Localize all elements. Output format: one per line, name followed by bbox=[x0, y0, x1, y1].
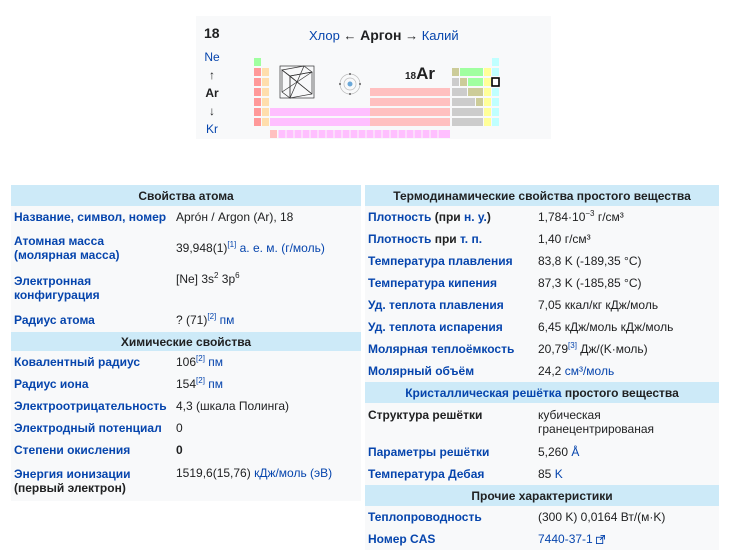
label-atomic-radius[interactable]: Радиус атома bbox=[14, 313, 95, 327]
value-electrode-potential: 0 bbox=[176, 421, 183, 435]
label-thermal-conductivity[interactable]: Теплопроводность bbox=[368, 510, 482, 524]
pt-alkaline-column bbox=[262, 68, 269, 126]
row-oxidation-states bbox=[11, 439, 361, 461]
current-symbol: Ar bbox=[205, 86, 219, 100]
label-electron-configuration[interactable]: Электронная конфигурация bbox=[14, 274, 100, 302]
section-header-other: Прочие характеристики bbox=[365, 485, 719, 506]
pt-halogen-column bbox=[484, 68, 491, 126]
section-header-atom: Свойства атома bbox=[11, 185, 361, 206]
row-electrode-potential bbox=[11, 417, 361, 439]
pt-alkali-column bbox=[254, 68, 261, 126]
cas-number-link[interactable]: 7440-37-1 bbox=[538, 532, 593, 546]
value-cas-number bbox=[534, 528, 719, 550]
value-density-nu: $1,784\cdot 10^{-3}$ г/см³ bbox=[538, 209, 624, 224]
section-header-chemical: Химические свойства bbox=[11, 332, 361, 351]
crystal-structure-icon bbox=[280, 66, 314, 98]
value-density-mp: 1,40 г/см³ bbox=[538, 232, 591, 246]
row-molar-heat-capacity bbox=[365, 338, 719, 360]
row-molar-volume bbox=[365, 360, 719, 382]
row-name-symbol-number bbox=[11, 206, 361, 228]
unit-amu-link[interactable]: а. е. м. (г/моль) bbox=[236, 241, 325, 255]
thermo-properties-table bbox=[365, 185, 719, 550]
link-up-element[interactable]: Ne bbox=[204, 50, 220, 64]
label-molar-heat-capacity[interactable]: Молярная теплоёмкость bbox=[368, 342, 515, 356]
label-boiling-point[interactable]: Температура кипения bbox=[368, 276, 498, 290]
row-electronegativity bbox=[11, 395, 361, 417]
row-lattice-structure bbox=[365, 403, 719, 441]
periodic-table-thumbnail[interactable] bbox=[252, 56, 512, 146]
label-cas-number[interactable]: Номер CAS bbox=[368, 532, 436, 546]
row-cas-number bbox=[365, 528, 719, 550]
value-heat-of-vaporization: 6,45 кДж/моль кДж/моль bbox=[538, 320, 674, 334]
value-name-symbol-number: Apróн / Argon (Ar), 18 bbox=[176, 210, 294, 224]
down-arrow: ↓ bbox=[209, 104, 215, 118]
label-heat-of-vaporization[interactable]: Уд. теплота испарения bbox=[368, 320, 503, 334]
row-atomic-radius bbox=[11, 308, 361, 332]
row-ion-radius bbox=[11, 373, 361, 395]
row-debye-temperature bbox=[365, 463, 719, 485]
link-down-element[interactable]: Kr bbox=[206, 122, 218, 136]
label-ionization-energy[interactable]: Энергия ионизации (первый электрон) bbox=[14, 467, 131, 495]
ref-3[interactable]: [3] bbox=[568, 341, 577, 350]
value-electronegativity: 4,3 (шкала Полинга) bbox=[176, 399, 289, 413]
label-electronegativity[interactable]: Электроотрицательность bbox=[14, 399, 167, 413]
value-electron-configuration: [Ne] $3s^2$ $3p^6$ bbox=[176, 271, 240, 286]
row-ionization-energy bbox=[11, 461, 361, 501]
link-prev-element[interactable]: Хлор bbox=[309, 28, 340, 43]
pt-f-block bbox=[270, 108, 370, 126]
value-molar-volume: 24,2 см³/моль bbox=[538, 364, 615, 378]
crystal-lattice-link[interactable]: Кристаллическая решётка bbox=[405, 385, 562, 400]
label-melting-point[interactable]: Температура плавления bbox=[368, 254, 513, 268]
up-arrow: ↑ bbox=[209, 68, 215, 82]
period-neighbors bbox=[309, 27, 459, 43]
value-atomic-radius: ? (71)[2] пм bbox=[176, 312, 235, 327]
row-atomic-mass bbox=[11, 228, 361, 268]
atomic-number: 18 bbox=[405, 71, 417, 82]
row-melting-point bbox=[365, 250, 719, 272]
label-name-symbol-number[interactable]: Название, символ, номер bbox=[14, 210, 167, 224]
row-density-nu bbox=[365, 206, 719, 228]
value-molar-heat-capacity: 20,79[3] Дж/(K·моль) bbox=[538, 341, 648, 356]
left-arrow: ← bbox=[343, 28, 357, 43]
value-atomic-mass: 39,948(1)[1] а. е. м. (г/моль) bbox=[176, 240, 325, 255]
row-boiling-point bbox=[365, 272, 719, 294]
group-neighbors bbox=[201, 48, 223, 138]
value-ion-radius: 154[2] пм bbox=[176, 376, 224, 391]
section-header-thermo: Термодинамические свойства простого вещества bbox=[365, 185, 719, 206]
value-covalent-radius: 106[2] пм bbox=[176, 354, 224, 369]
pt-inner-transition-rows bbox=[270, 130, 450, 138]
ref-1[interactable]: [1] bbox=[227, 240, 237, 249]
label-heat-of-fusion[interactable]: Уд. теплота плавления bbox=[368, 298, 504, 312]
label-electrode-potential[interactable]: Электродный потенциал bbox=[14, 421, 162, 435]
label-lattice-parameters[interactable]: Параметры решётки bbox=[368, 445, 490, 459]
label-ion-radius[interactable]: Радиус иона bbox=[14, 377, 89, 391]
pt-d-block bbox=[370, 88, 450, 126]
atom-properties-table bbox=[11, 185, 361, 501]
value-boiling-point: 87,3 K (-185,85 °C) bbox=[538, 276, 642, 290]
pt-noble-gas-column bbox=[492, 58, 499, 126]
row-electron-configuration bbox=[11, 268, 361, 308]
current-element-name: Аргон bbox=[360, 27, 402, 43]
value-thermal-conductivity: (300 K) 0,0164 Вт/(м·K) bbox=[538, 510, 666, 524]
value-oxidation-states: 0 bbox=[176, 443, 183, 457]
label-density-nu[interactable]: Плотность (при н. у.) bbox=[368, 210, 491, 224]
element-symbol-label bbox=[405, 64, 435, 84]
label-molar-volume[interactable]: Молярный объём bbox=[368, 364, 475, 378]
label-atomic-mass[interactable]: Атомная масса (молярная масса) bbox=[14, 234, 120, 262]
pt-inner-transition-grid bbox=[278, 130, 438, 138]
value-lattice-structure: кубическая гранецентрированая bbox=[538, 408, 654, 436]
row-heat-of-fusion bbox=[365, 294, 719, 316]
element-symbol: Ar bbox=[416, 64, 436, 83]
value-lattice-parameters: 5,260 Å bbox=[538, 445, 580, 459]
bohr-model-icon bbox=[339, 73, 361, 95]
value-heat-of-fusion: 7,05 ккал/кг кДж/моль bbox=[538, 298, 659, 312]
pt-p-block bbox=[452, 68, 483, 126]
pt-h bbox=[254, 58, 261, 66]
unit-kelvin-link[interactable]: K bbox=[554, 467, 563, 481]
right-arrow: → bbox=[405, 28, 419, 43]
ref-2[interactable]: [2] bbox=[207, 312, 217, 321]
label-density-mp[interactable]: Плотность при т. п. bbox=[368, 232, 483, 246]
element-navigation-box bbox=[196, 16, 551, 139]
label-debye-temperature[interactable]: Температура Дебая bbox=[368, 467, 485, 481]
row-heat-of-vaporization bbox=[365, 316, 719, 338]
label-oxidation-states[interactable]: Степени окисления bbox=[14, 443, 131, 457]
link-next-element[interactable]: Калий bbox=[421, 28, 459, 43]
external-link-icon bbox=[596, 535, 605, 544]
unit-pm-link[interactable]: пм bbox=[216, 313, 235, 327]
unit-kjmol-link[interactable]: кДж/моль (эВ) bbox=[254, 466, 333, 480]
value-debye-temperature: 85 K bbox=[538, 467, 563, 481]
row-density-mp bbox=[365, 228, 719, 250]
row-lattice-parameters bbox=[365, 441, 719, 463]
label-lattice-structure: Структура решётки bbox=[368, 408, 483, 422]
value-ionization-energy: 1519,6(15,76) кДж/моль (эВ) bbox=[176, 466, 333, 480]
row-covalent-radius bbox=[11, 351, 361, 373]
group-number: 18 bbox=[204, 25, 220, 41]
value-melting-point: 83,8 K (-189,35 °C) bbox=[538, 254, 642, 268]
section-header-crystal: Кристаллическая решётка простого вещества bbox=[365, 382, 719, 403]
unit-angstrom-link[interactable]: Å bbox=[571, 445, 580, 459]
unit-molar-volume-link[interactable]: см³/моль bbox=[564, 364, 615, 378]
row-thermal-conductivity bbox=[365, 506, 719, 528]
label-covalent-radius[interactable]: Ковалентный радиус bbox=[14, 355, 141, 369]
